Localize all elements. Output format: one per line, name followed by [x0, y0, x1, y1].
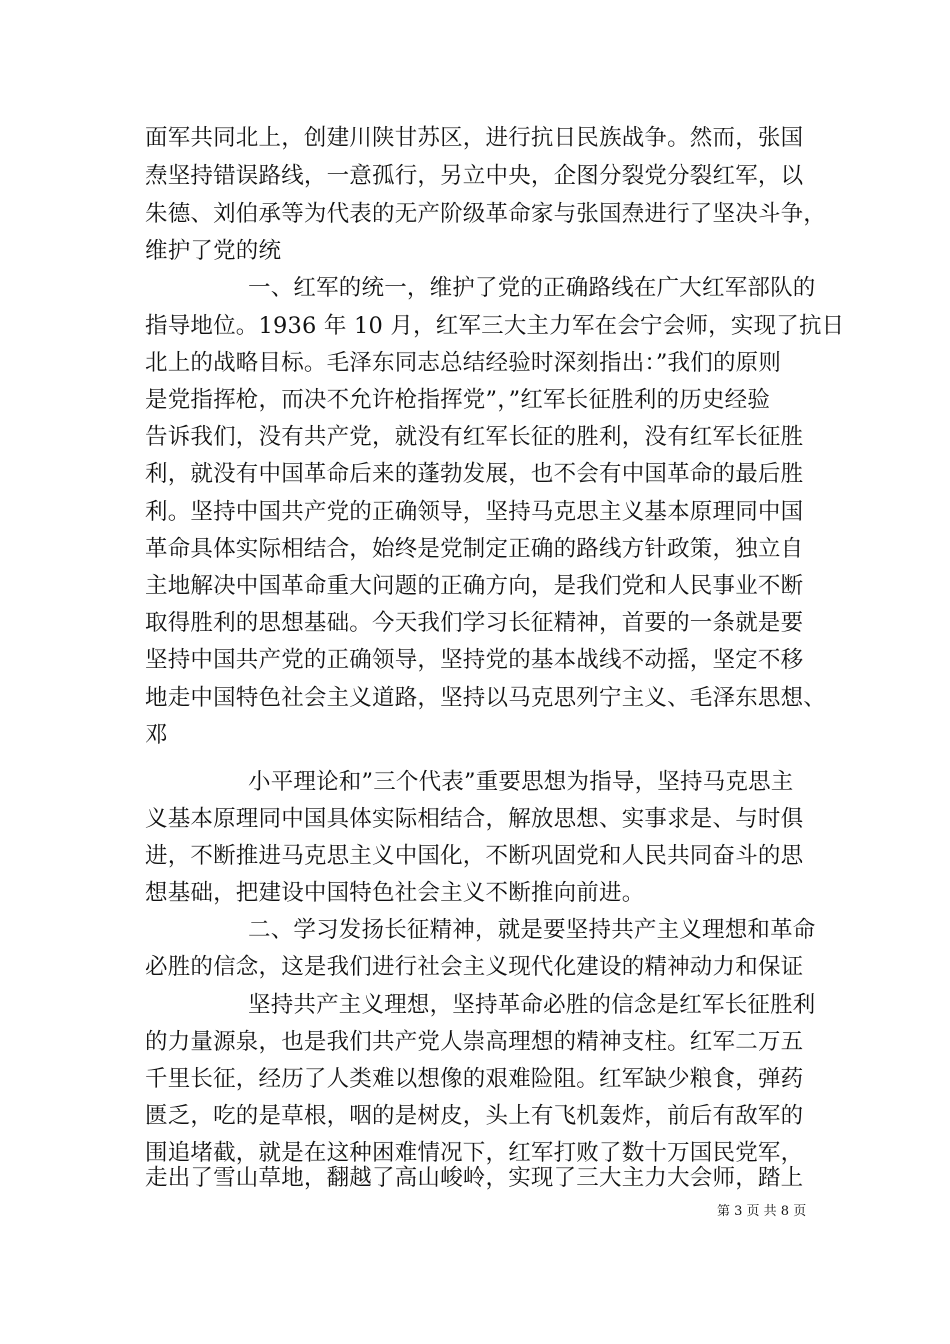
text-line: 想基础，把建设中国特色社会主义不断推向前进。 — [145, 880, 645, 906]
text-line: 必胜的信念，这是我们进行社会主义现代化建设的精神动力和保证 — [145, 954, 804, 980]
page-number: 第 3 页 共 8 页 — [717, 1204, 807, 1219]
text-line: 焘坚持错误路线，一意孤行，另立中央，企图分裂党分裂红军，以 — [145, 163, 804, 189]
text-line: 是党指挥枪，而决不允许枪指挥党”，”红军长征胜利的历史经验 — [145, 387, 771, 413]
text-line: 告诉我们，没有共产党，就没有红军长征的胜利，没有红军长征胜 — [145, 424, 804, 450]
text-line: 坚持中国共产党的正确领导，坚持党的基本战线不动摇，坚定不移 — [145, 647, 804, 673]
text-line: 利。坚持中国共产党的正确领导，坚持马克思主义基本原理同中国 — [145, 499, 804, 525]
text-line: 千里长征，经历了人类难以想像的艰难险阻。红军缺少粮食，弹药 — [145, 1066, 804, 1092]
text-line: 一、红军的统一，维护了党的正确路线在广大红军部队的 — [248, 275, 816, 301]
text-line: 二、学习发扬长征精神，就是要坚持共产主义理想和革命 — [248, 917, 816, 943]
text-line: 进，不断推进马克思主义中国化，不断巩固党和人民共同奋斗的思 — [145, 843, 804, 869]
text-line: 的力量源泉，也是我们共产党人崇高理想的精神支柱。红军二万五 — [145, 1029, 804, 1055]
text-line: 坚持共产主义理想，坚持革命必胜的信念是红军长征胜利 — [248, 992, 816, 1018]
text-line: 围追堵截，就是在这种困难情况下，红军打败了数十万国民党军， — [145, 1140, 804, 1166]
text-line: 小平理论和”三个代表”重要思想为指导，坚持马克思主 — [248, 769, 794, 795]
text-line: 走出了雪山草地，翻越了高山峻岭，实现了三大主力大会师，踏上 — [145, 1165, 804, 1191]
text-line: 地走中国特色社会主义道路，坚持以马克思列宁主义、毛泽东思想、 — [145, 685, 827, 711]
text-line: 邓 — [145, 722, 168, 748]
text-line: 朱德、刘伯承等为代表的无产阶级革命家与张国焘进行了坚决斗争， — [145, 201, 827, 227]
text-line: 北上的战略目标。毛泽东同志总结经验时深刻指出：”我们的原则 — [145, 350, 782, 376]
text-line: 维护了党的统 — [145, 238, 282, 264]
text-line: 主地解决中国革命重大问题的正确方向，是我们党和人民事业不断 — [145, 573, 804, 599]
text-line: 匮乏，吃的是草根，咽的是树皮，头上有飞机轰炸，前后有敌军的 — [145, 1103, 804, 1129]
text-line: 取得胜利的思想基础。今天我们学习长征精神，首要的一条就是要 — [145, 610, 804, 636]
text-line: 指导地位。1936 年 10 月，红军三大主力军在会宁会师，实现了抗日 — [145, 313, 845, 339]
text-line: 义基本原理同中国具体实际相结合，解放思想、实事求是、与时俱 — [145, 806, 804, 832]
text-line: 面军共同北上，创建川陕甘苏区，进行抗日民族战争。然而，张国 — [145, 125, 804, 151]
text-line: 革命具体实际相结合，始终是党制定正确的路线方针政策，独立自 — [145, 536, 804, 562]
text-line: 利，就没有中国革命后来的蓬勃发展，也不会有中国革命的最后胜 — [145, 461, 804, 487]
